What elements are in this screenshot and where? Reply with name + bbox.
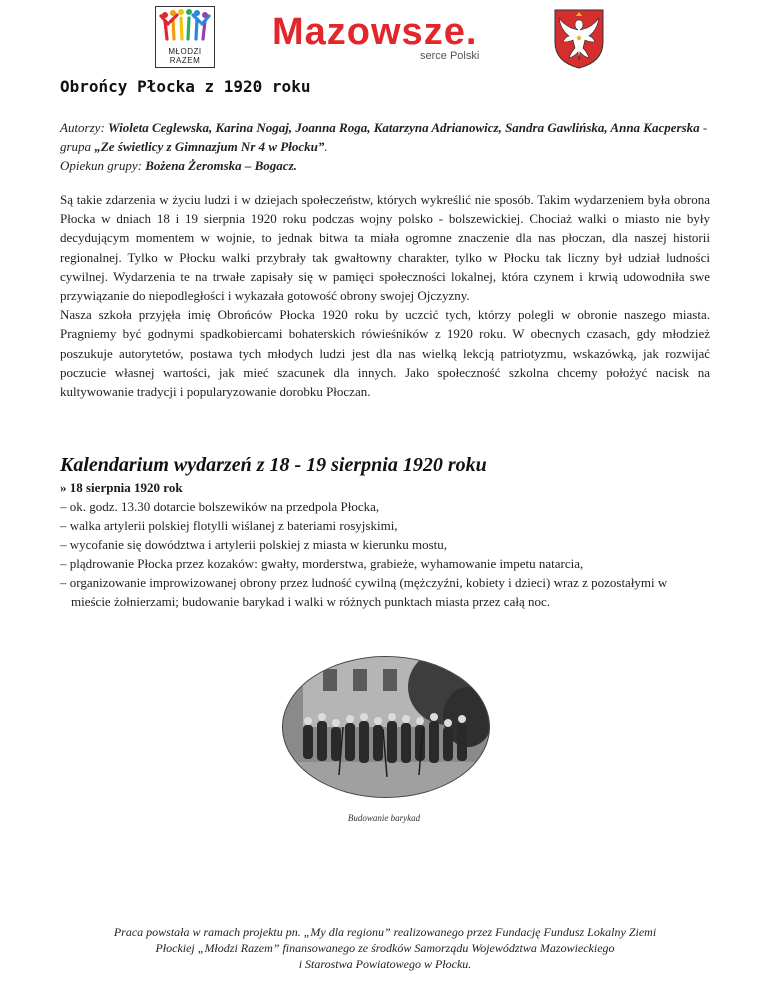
group-photo-illustration (283, 657, 489, 797)
footer-line-3: i Starostwa Powiatowego w Płocku. (298, 957, 472, 971)
people-figures-icon (156, 7, 214, 47)
authors-label: Autorzy: (60, 120, 105, 135)
calendar-item: – wycofanie się dowództwa i artylerii polskiej z miasta w kierunku mostu, (60, 537, 448, 552)
mazowsze-logo (272, 10, 504, 66)
logo-mlodzi-line1: MŁODZI (168, 47, 202, 56)
guardian-name: Bożena Żeromska – Bogacz. (145, 158, 297, 173)
photo-caption: Budowanie barykad (347, 813, 421, 823)
group-label: - grupa (60, 120, 708, 154)
coat-of-arms-logo (553, 8, 605, 70)
mlodzi-razem-logo (155, 6, 215, 68)
footer-line-1: Praca powstała w ramach projektu pn. „My dla regionu” realizowanego przez Fundację Fundusz Lokalny Ziemi (113, 925, 657, 939)
authors-names: Wioleta Ceglewska, Karina Nogaj, Joanna Roga, Katarzyna Adrianowicz, Sandra Gawlińska, Anna Kacperska (108, 120, 700, 135)
calendar-list (60, 497, 710, 611)
intro-paragraph-2: Nasza szkoła przyjęła imię Obrońców Płocka 1920 roku by uczcić tych, którzy polegli w obronie naszego miasta. Pragniemy być godnymi spadkobiercami bohaterskich rówieśników z 1920 roku. W obecnych czasach, gdy młodzież poszukuje autorytetów, postawa tych młodych ludzi jest dla nas wielką lekcją patriotyzmu, wskazówką, jak rozwijać poczucie własnej wartości, jak mieć szacunek dla innych. Jako społeczność szkolna chcemy położyć nacisk na kultywowanie tradycji i popularyzowanie dorobku Płoczan. (60, 307, 710, 400)
calendar-date-heading: » 18 sierpnia 1920 rok (60, 480, 183, 495)
guardian-line (60, 156, 710, 175)
footer-line-2: Płockiej „Młodzi Razem” finansowanego ze środków Samorządu Województwa Mazowieckiego (155, 941, 615, 955)
calendar-item: – organizowanie improwizowanej obrony przez ludność cywilną (mężczyźni, kobiety i dzieci) wraz z pozostałymi w mieście żołnierzami; budowanie barykad i walki w różnych punktach miasta przez całą noc. (60, 575, 668, 609)
mazowsze-tagline: serce Polski (420, 50, 480, 62)
calendar-item: – walka artylerii polskiej flotylli wiślanej z bateriami rosyjskimi, (60, 518, 398, 533)
group-end: . (324, 139, 328, 154)
group-name: „Ze świetlicy z Gimnazjum Nr 4 w Płocku” (94, 139, 325, 154)
authors-block (60, 118, 710, 175)
eagle-crest-icon (553, 8, 605, 70)
calendar-item: – plądrowanie Płocka przez kozaków: gwałty, morderstwa, grabieże, wyhamowanie impetu natarcia, (60, 556, 584, 571)
logo-mlodzi-line2: RAZEM (169, 56, 201, 65)
guardian-label: Opiekun grupy: (60, 158, 142, 173)
footer-note (60, 924, 710, 972)
authors-line (60, 118, 710, 156)
page-title: Obrońcy Płocka z 1920 roku (60, 77, 311, 96)
calendar-title: Kalendarium wydarzeń z 18 - 19 sierpnia 1920 roku (60, 454, 487, 476)
historical-photo (282, 656, 490, 798)
intro-text (60, 190, 710, 401)
calendar-item: – ok. godz. 13.30 dotarcie bolszewików na przedpola Płocka, (60, 499, 380, 514)
intro-paragraph-1: Są takie zdarzenia w życiu ludzi i w dziejach społeczeństw, których wykreślić nie sposób. Takim wydarzeniem była obrona Płocka w dniach 18 i 19 sierpnia 1920 roku podczas wojny polsko - bolszewickiej. Chociaż walki o miasto nie były decydującym momentem w wojnie, to jednak bitwa ta miała ogromne znaczenie dla nas płoczan, dla naszej historii regionalnej. Tylko w Płocku walki przybrały tak gwałtowny charakter, tylko w Płocku tak liczny był udział ludności cywilnej. Wydarzenia te na trwałe zapisały się w pamięci społeczności lokalnej, która czynem i krwią udowodniła swe przywiązanie do niepodległości i wykazała gotowość obrony swojej Ojczyzny. (60, 192, 710, 304)
mazowsze-wordmark: Mazowsze. (272, 11, 478, 53)
